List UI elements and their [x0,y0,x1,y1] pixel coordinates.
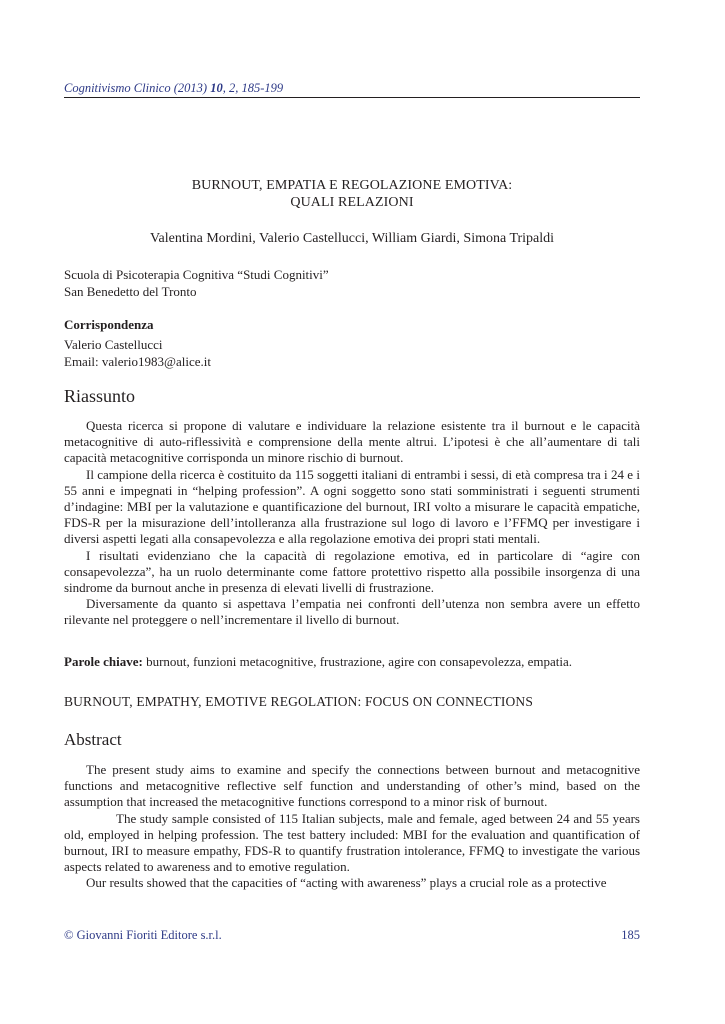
riassunto-paragraph: Il campione della ricerca è costituito da 115 soggetti italiani di entrambi i sessi, di età compresa tra i 24 e i 55 anni e impegnati in “helping profession”. A ogni soggetto sono stati somministrati i seguenti strumenti d’indagine: MBI per la valutazione e quantificazione del burnout, IRI volto a misurare le capacità empatiche, FDS-R per la misurazione dell’intolleranza alla frustrazione sul logo di lavoro e l’FFMQ per investigare i diversi aspetti legati alla consapevolezza e alla regolazione emotiva dei propri stati mentali. [64,466,640,547]
page-number: 185 [621,928,640,942]
affiliation-line-1: Scuola di Psicoterapia Cognitiva “Studi Cognitivi” [64,267,329,282]
abstract-paragraph: The study sample consisted of 115 Italian subjects, male and female, aged between 24 and 55 years old, employed in helping profession. The test battery included: MBI for the evaluation and quantification of burnout, IRI to measure empathy, FDS-R to quantify frustration intolerance, FFMQ to investigate the various aspects related to awareness and to emotive regulation. [64,810,640,875]
correspondence-name: Valerio Castellucci [64,337,163,352]
paper-title [64,177,640,211]
riassunto-heading: Riassunto [64,386,136,406]
abstract-heading: Abstract [64,730,122,749]
riassunto-body [64,418,640,629]
riassunto-paragraph: Questa ricerca si propone di valutare e individuare la relazione esistente tra il burnout e le capacità metacognitive di auto-riflessività e comprensione della mente altrui. L’ipotesi è che all’aumentare di tali capacità metacognitive corrisponda un minore rischio di burnout. [64,418,640,466]
abstract-body [64,762,640,892]
affiliation-line-2: San Benedetto del Tronto [64,284,197,299]
journal-volume: 10 [210,81,223,95]
correspondence-email: Email: valerio1983@alice.it [64,353,211,369]
riassunto-paragraph: I risultati evidenziano che la capacità di regolazione emotiva, ed in particolare di “agire con consapevolezza”, ha un ruolo determinante come fattore protettivo rispetto alla possibile insorgenza di una sindrome da burnout anche in presenza di elevati livelli di frustrazione. [64,547,640,596]
abstract-paragraph: The present study aims to examine and specify the connections between burnout and metacognitive functions and metacognitive reflective self function and understanding of other’s mind, based on the assumption that increased the metacognitive functions correspond to a minor risk of burnout. [64,762,640,810]
keywords-text: burnout, funzioni metacognitive, frustrazione, agire con consapevolezza, empatia. [142,654,573,669]
author-list: Valentina Mordini, Valerio Castellucci, William Giardi, Simona Tripaldi [149,231,555,246]
journal-issue-pages: , 2, 185-199 [222,81,284,95]
publisher-footer: © Giovanni Fioriti Editore s.r.l. [64,928,222,942]
affiliation [64,266,329,300]
journal-name: Cognitivismo Clinico (2013) [64,81,211,95]
riassunto-paragraph: Diversamente da quanto si aspettava l’empatia nei confronti dell’utenza non sembra avere un effetto rilevante nel proteggere o nell’incrementare il livello di burnout. [64,596,640,628]
paper-title-line-2: QUALI RELAZIONI [290,195,414,210]
english-title: BURNOUT, EMPATHY, EMOTIVE REGOLATION: FOCUS ON CONNECTIONS [64,694,533,709]
paper-title-line-1: BURNOUT, EMPATIA E REGOLAZIONE EMOTIVA: [191,178,513,193]
correspondence-details [64,337,211,370]
abstract-paragraph: Our results showed that the capacities of “acting with awareness” plays a crucial role as a protective [86,875,607,891]
journal-header [64,81,640,98]
keywords [64,654,640,670]
correspondence-label: Corrispondenza [64,317,154,332]
keywords-label: Parole chiave: [64,654,143,669]
